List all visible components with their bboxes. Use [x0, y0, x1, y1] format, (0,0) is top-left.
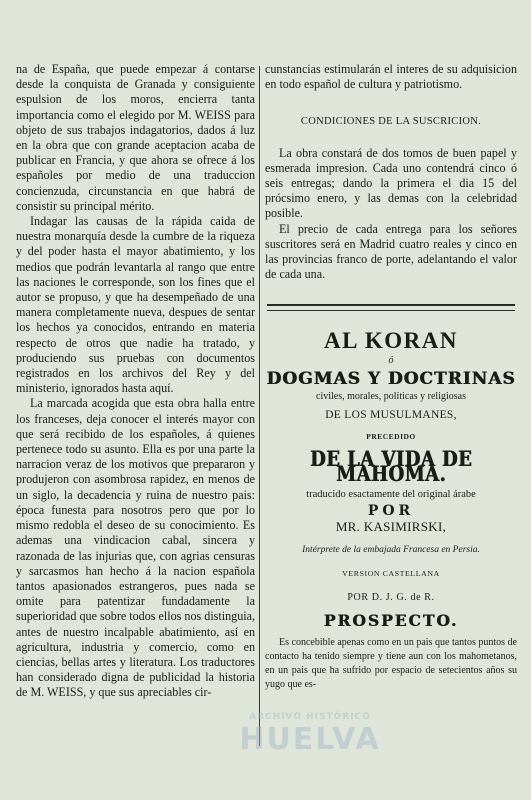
author-name: MR. KASIMIRSKI, — [335, 519, 447, 535]
prospecto-paragraph: Es concebible apenas como en un pais que tantos puntos de contacto ha tenido siempre y tiene aun con los mahometanos, en un pais que ha sufrido por espacio de setecientos años su yugo que es- — [265, 637, 517, 691]
watermark-big-text: HUELVA — [239, 722, 381, 757]
precedido-label: PRECEDIDO — [366, 432, 416, 442]
condition-paragraph-2: El precio de cada entrega para los señores suscritores será en Madrid cuatro reales y cinco en las provincias franco de porte, adelantando el valor de cada una. — [265, 221, 517, 282]
book-title: AL KORAN — [323, 328, 459, 354]
book-subtitle-musulmanes: DE LOS MUSULMANES, — [325, 409, 457, 422]
prospecto-heading: PROSPECTO. — [323, 611, 459, 631]
translator-initials: POR D. J. G. de R. — [347, 592, 435, 604]
right-intro-paragraph: cunstancias estimularán el interes de su adquisicion en todo español de cultura y patriotismo. — [265, 62, 517, 92]
author-role: Intérprete de la embajada Francesa en Persia. — [302, 544, 480, 555]
version-label: VERSION CASTELLANA — [342, 568, 440, 578]
prospecto-section — [265, 636, 517, 692]
right-column — [265, 62, 517, 692]
watermark-small-text: ARCHIVO HISTÓRICO — [249, 712, 371, 722]
book-subtitle-descriptor: civiles, morales, políticas y religiosas — [316, 391, 466, 403]
conditions-section — [265, 146, 517, 283]
left-paragraph-1: na de España, que puede empezar á contarse desde la conquista de Granada y consiguiente espulsion de los moros, encierra tanta importancia como el elegido por M. WEISS para objeto de sus trabajos indagatorios, dados á luz en la obra que con grande aceptacion acaba de publicar en Francia, y que ahora se ofrece á los españoles por medio de una traduccion concienzuda, circunstancia en que habrá de consistir su principal mérito. — [16, 62, 255, 213]
book-subtitle-dogmas: DOGMAS Y DOCTRINAS — [266, 368, 516, 389]
title-conjunction: ó — [388, 354, 394, 366]
left-paragraph-2: Indagar las causas de la rápida caida de nuestra monarquía desde la cumbre de la riqueza y del poder hasta el mayor abatimiento, y los medios que podrán levantarla al rango que entre las naciones le corresponde, son los fines que el autor se propuso, y que ha desempeñado de una manera completamente nueva, despues de sentar los hechos ya conocidos, entrando en materia respecto de otros que nadie ha tratado, y produciendo sus pruebas con documentos registrados en los archivos del Rey y del ministerio, ignorados hasta aquí. — [16, 214, 255, 396]
por-label: POR — [367, 503, 415, 520]
translation-note: traducido esactamente del original árabe — [306, 489, 476, 501]
double-rule-divider — [267, 304, 515, 311]
condition-paragraph-1: La obra constará de dos tomos de buen papel y esmerada impresion. Cada uno contendrá cinco ó seis entregas; dando la primera el dia 15 del prócsimo enero, y las demas con la celebridad posible. — [265, 145, 517, 221]
column-divider — [259, 66, 260, 746]
conditions-heading: CONDICIONES DE LA SUSCRICION. — [300, 116, 482, 128]
archive-watermark — [190, 712, 430, 772]
book-subtitle-vida: DE LA VIDA DE MAHOMA. — [309, 445, 473, 486]
left-column — [16, 62, 255, 701]
left-paragraph-3: La marcada acogida que esta obra halla entre los franceses, deja conocer el interés mayor con que será recibido de los españoles, á quienes pertenece todo su asunto. Ella es por una parte la narracion veraz de los motivos que prepararon y produjeron con asombrosa rapidez, en menos de un siglo, la decadencia y ruina de nuestro pais: época funesta para nosotros pero que por lo mismo redobla el deseo de su conocimiento. Es ademas una vindicacion cabal, sincera y razonada de las injurias que, con agrias censuras y sarcasmos han hecho á la nacion española tantos apasionados estrangeros, pues nada se omite para patentizar fundadamente la superioridad que sobre todos ellos nos distinguia, antes de nuestro incalpable abatimiento, así en agricultura, industria y comercio, como en ciencias, bellas artes y literatura. Los traductores han considerado digna de publicidad la historia de M. WEISS, y que sus apreciables cir- — [16, 396, 255, 700]
